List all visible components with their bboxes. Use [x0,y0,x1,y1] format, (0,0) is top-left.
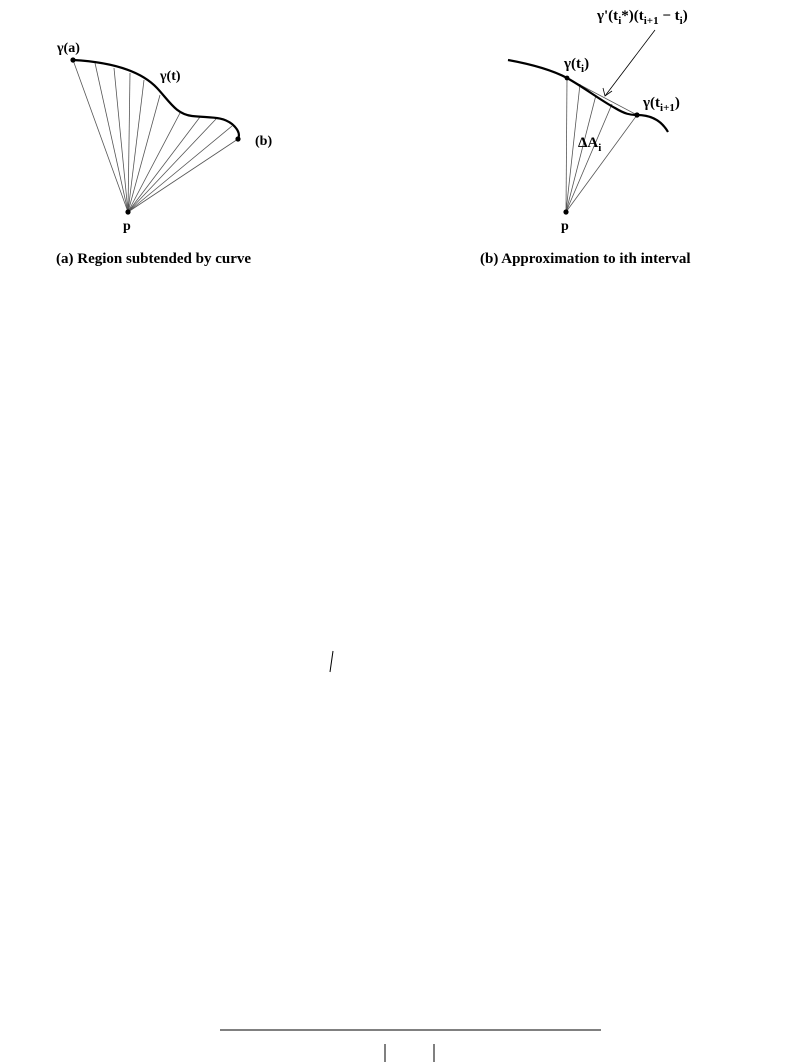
figure-a [56,41,272,267]
caption-b: (b) Approximation to ith interval [480,251,691,267]
label-p-b: p [561,219,569,234]
chord [128,73,130,212]
label-tangent: $\gamma'(t_i*)(t_{i+1} - t_i)$ [597,8,688,27]
chord [128,139,238,212]
point-p-b [563,209,568,214]
point-p [125,209,130,214]
chord [128,119,216,212]
chord [128,80,144,212]
label-gamma-t: γ(t) [160,69,181,84]
point-gamma-a [70,57,75,62]
chord [128,117,200,212]
caption-a: (a) Region subtended by curve [56,251,252,267]
point-gamma-ti [565,76,570,81]
curve-gamma-a [73,60,239,139]
label-p-a: p [123,219,131,234]
chord [114,68,128,212]
point-b [235,136,240,141]
label-gamma-ti: $\gamma(t_i)$ [564,56,590,75]
chord [73,60,128,212]
chord [566,78,567,212]
chord [95,63,128,212]
chord [566,95,596,212]
slash-mark [330,651,333,672]
figure-b-chords [566,78,637,212]
chord [128,95,160,212]
label-gamma-ti1: $\gamma(t_{i+1})$ [643,95,680,114]
chord [128,113,180,212]
point-gamma-ti1 [634,112,639,117]
figure-a-chords [73,60,238,212]
label-gamma-a: γ(a) [57,41,80,56]
figure-b [480,8,691,267]
label-b: (b) [255,134,273,149]
label-delta-a: $\Delta A_i$ [578,135,602,154]
arrow-line [605,30,655,96]
chord [128,126,232,212]
